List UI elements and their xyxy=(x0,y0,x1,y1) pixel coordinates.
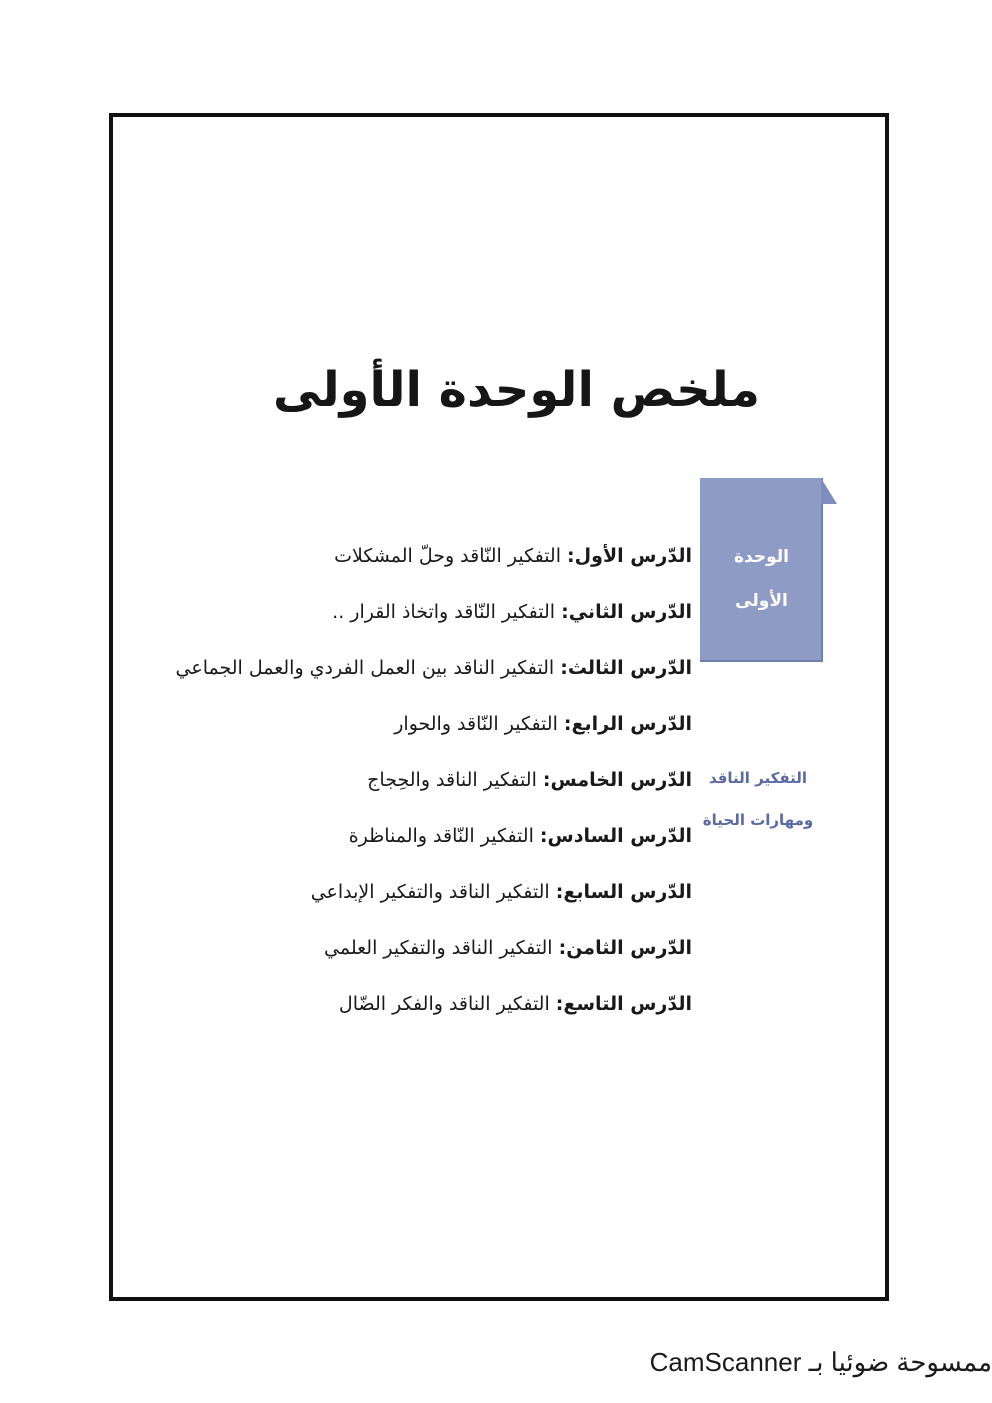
lesson-label: الدّرس السادس: xyxy=(539,825,692,847)
lesson-label: الدّرس التاسع: xyxy=(555,993,692,1015)
lesson-name: التفكير الناقد والتفكير الإبداعي xyxy=(310,881,550,903)
lesson-name: التفكير الناقد والحِجاج xyxy=(367,769,537,791)
lesson-item xyxy=(190,920,692,976)
lesson-item xyxy=(175,640,692,696)
lesson-label: الدّرس الرابع: xyxy=(563,713,692,735)
lesson-label: الدّرس الثالث: xyxy=(560,657,692,679)
lesson-name: التفكير الناقد بين العمل الفردي والعمل الجماعي xyxy=(175,657,555,679)
page-title: ملخص الوحدة الأولى xyxy=(273,362,760,419)
lesson-label: الدّرس الثامن: xyxy=(558,937,692,959)
lesson-name: التفكير النّاقد والحوار xyxy=(394,713,558,735)
lesson-item xyxy=(190,864,692,920)
lesson-name: التفكير النّاقد والمناظرة xyxy=(348,825,534,847)
lesson-item xyxy=(190,528,692,584)
lesson-label: الدّرس الثاني: xyxy=(561,601,692,623)
lesson-name: التفكير الناقد والفكر الضّال xyxy=(338,993,550,1015)
unit-label-line2: الأولى xyxy=(735,591,788,611)
lesson-name: التفكير الناقد والتفكير العلمي xyxy=(324,937,553,959)
lesson-label: الدّرس الأول: xyxy=(567,545,692,567)
subject-label-line1: التفكير الناقد xyxy=(708,769,808,787)
lesson-name: التفكير النّاقد وحلّ المشكلات xyxy=(334,545,561,567)
lesson-item xyxy=(190,976,692,1032)
subject-label-line2: ومهارات الحياة xyxy=(702,811,814,829)
lesson-name: التفكير النّاقد واتخاذ القرار .. xyxy=(332,601,556,623)
lesson-label: الدّرس السابع: xyxy=(555,881,692,903)
unit-label-line1: الوحدة xyxy=(734,547,789,567)
lesson-item xyxy=(190,808,692,864)
lesson-item xyxy=(190,696,692,752)
lesson-label: الدّرس الخامس: xyxy=(542,769,692,791)
unit-label xyxy=(700,535,823,623)
scanner-watermark: ممسوحة ضوئيا بـ CamScanner xyxy=(649,1347,992,1377)
subject-label xyxy=(696,757,820,841)
unit-tab-fold xyxy=(821,478,837,504)
lesson-item xyxy=(190,752,692,808)
lessons-list xyxy=(175,528,692,1032)
lesson-item xyxy=(190,584,692,640)
